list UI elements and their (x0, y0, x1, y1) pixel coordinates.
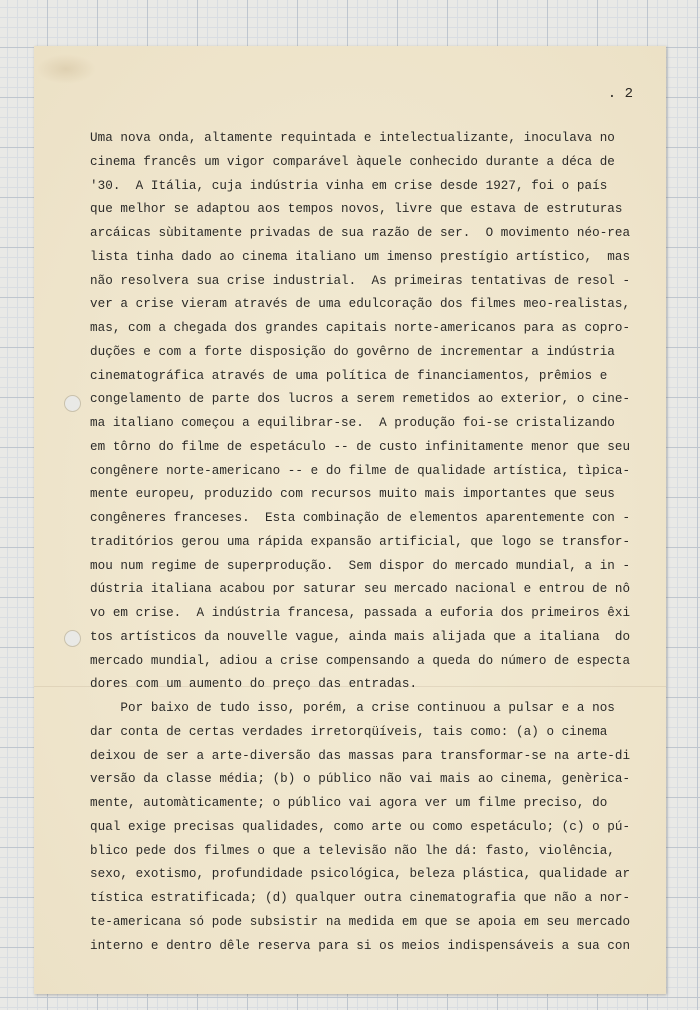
text-line: dar conta de certas verdades irretorqüíveis, tais como: (a) o cinema (90, 724, 608, 739)
text-line: cinematográfica através de uma política de financiamentos, prêmios e (90, 368, 608, 383)
text-line: dores com um aumento do preço das entradas. (90, 677, 418, 692)
page-number: . 2 (607, 86, 633, 102)
text-line: cinema francês um vigor comparável àquele conhecido durante a déca de (90, 154, 615, 169)
text-line: traditórios gerou uma rápida expansão artificial, que logo se transfor- (90, 534, 631, 549)
text-line: interno e dentro dêle reserva para si os meios indispensáveis a sua con (90, 938, 631, 953)
text-line: mercado mundial, adiou a crise compensando a queda do número de especta (90, 653, 631, 668)
text-line: que melhor se adaptou aos tempos novos, livre que estava de estruturas (90, 202, 623, 217)
text-line: duções e com a forte disposição do govêrno de incrementar a indústria (90, 344, 615, 359)
text-line: '30. A Itália, cuja indústria vinha em crise desde 1927, foi o país (90, 178, 608, 193)
text-line: mou num regime de superprodução. Sem dispor do mercado mundial, a in - (90, 558, 631, 573)
text-line: vo em crise. A indústria francesa, passada a euforia dos primeiros êxi (90, 606, 631, 620)
text-line: mente, automàticamente; o público vai agora ver um filme preciso, do (90, 796, 608, 810)
text-line: tística estratificada; (d) qualquer outra cinematografia que não a nor- (90, 891, 631, 905)
punch-hole (64, 395, 81, 412)
paper-stain (36, 54, 96, 84)
text-line: dústria italiana acabou por saturar seu mercado nacional e entrou de nô (90, 582, 631, 597)
text-line: ver a crise vieram através de uma edulcoração dos filmes meo-realistas, (90, 297, 631, 312)
typewritten-text (90, 127, 680, 958)
text-line: te-americana só pode subsistir na medida em que se apoia em seu mercado (90, 914, 631, 929)
text-line: lista tinha dado ao cinema italiano um imenso prestígio artístico, mas (90, 249, 631, 264)
text-line: congelamento de parte dos lucros a serem remetidos ao exterior, o cine- (90, 392, 631, 407)
text-line: qual exige precisas qualidades, como arte ou como espetáculo; (c) o pú- (90, 819, 631, 834)
text-line: mas, com a chegada dos grandes capitais norte-americanos para as copro- (90, 321, 631, 335)
text-line: congênere norte-americano -- e do filme de qualidade artística, tìpica- (90, 463, 631, 478)
text-line: deixou de ser a arte-diversão das massas para transformar-se na arte-di (90, 748, 631, 763)
text-line: não resolvera sua crise industrial. As primeiras tentativas de resol - (90, 273, 631, 288)
text-line: em tôrno do filme de espetáculo -- de custo infinitamente menor que seu (90, 439, 631, 454)
text-line: Uma nova onda, altamente requintada e intelectualizante, inoculava no (90, 131, 615, 145)
text-line: versão da classe média; (b) o público não vai mais ao cinema, genèrica- (90, 772, 631, 787)
text-line: ma italiano começou a equilibrar-se. A produção foi-se cristalizando (90, 416, 615, 430)
text-line: mente europeu, produzido com recursos muito mais importantes que seus (90, 487, 615, 502)
text-line: tos artísticos da nouvelle vague, ainda mais alijada que a italiana do (90, 629, 631, 644)
text-line: arcáicas sùbitamente privadas de sua razão de ser. O movimento néo-rea (90, 226, 631, 240)
text-line: blico pede dos filmes o que a televisão não lhe dá: fasto, violência, (90, 843, 615, 858)
text-line: congêneres franceses. Esta combinação de elementos aparentemente con - (90, 511, 631, 525)
text-line: Por baixo de tudo isso, porém, a crise continuou a pulsar e a nos (90, 701, 615, 715)
typewritten-page (34, 46, 666, 994)
punch-hole (64, 630, 81, 647)
text-line: sexo, exotismo, profundidade psicológica, beleza plástica, qualidade ar (90, 867, 631, 882)
